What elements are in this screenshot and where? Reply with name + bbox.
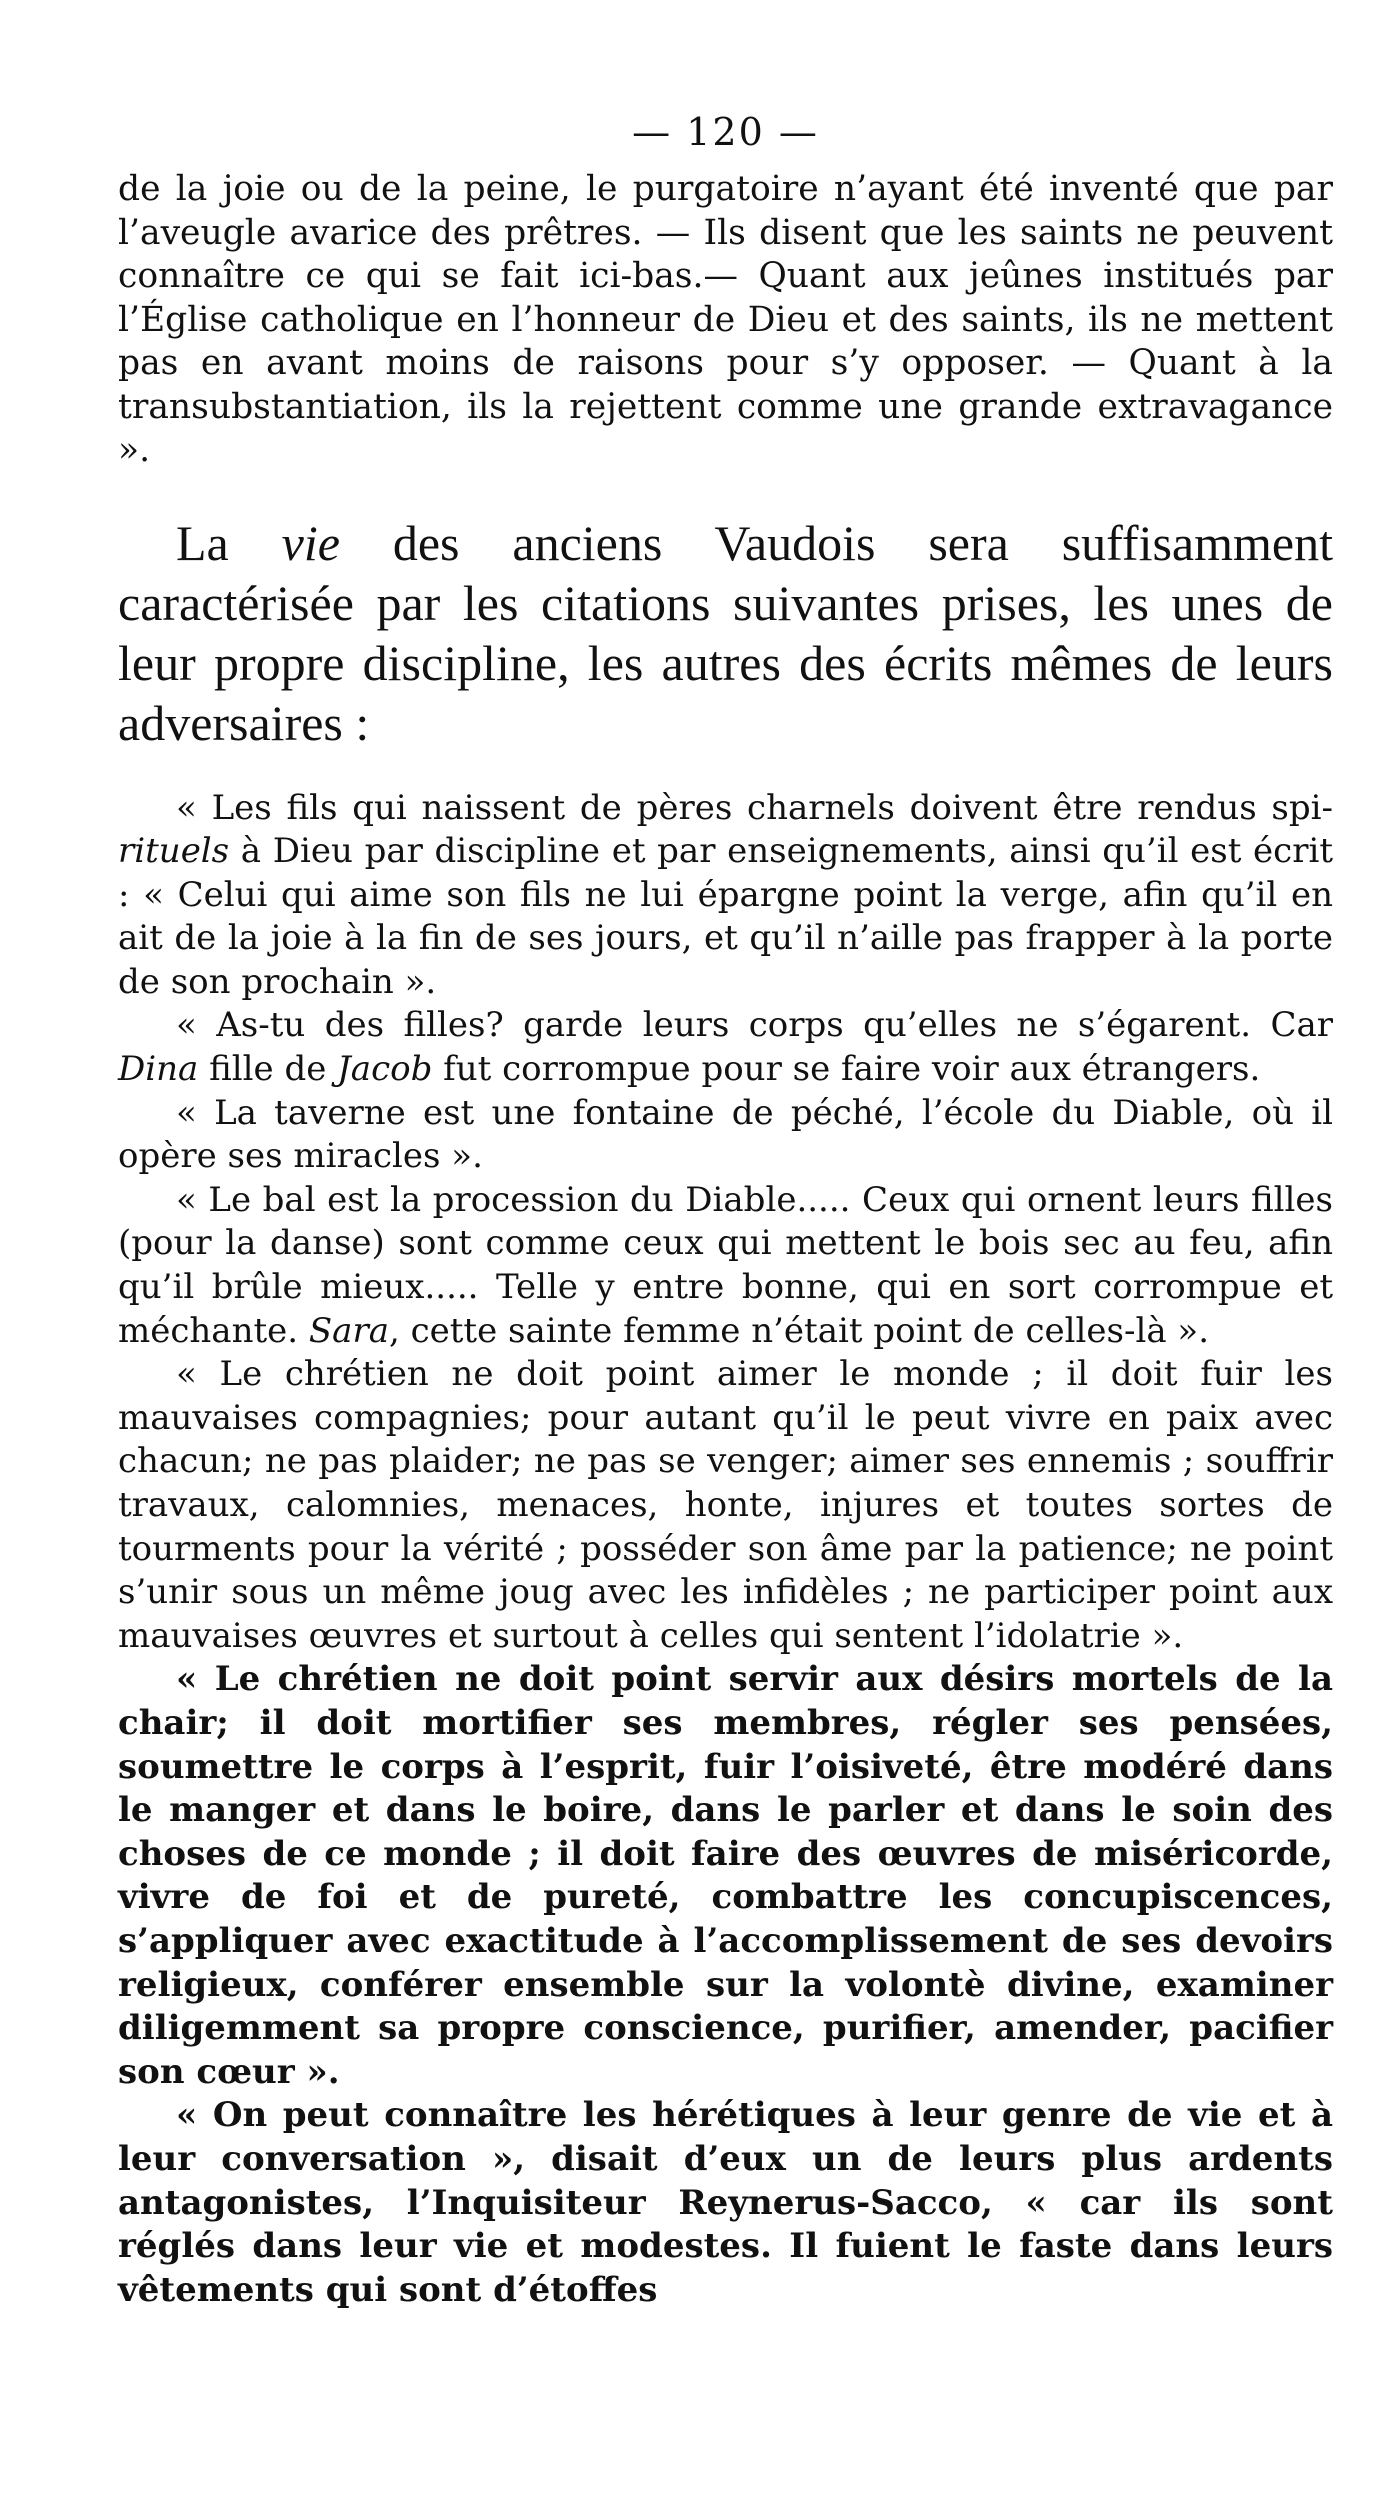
quote-2-text-b: fille de (198, 1049, 338, 1090)
quote-4-text-b: , cette sainte femme n’était point de celles-là ». (388, 1310, 1210, 1351)
quote-4-text-a: « Le bal est la procession du Diable..... Ceux qui ornent leurs filles (pour la danse) sont comme ceux qui mettent le bois sec au feu, afin qu’il brûle mieux..... Telle y entre bonne, qui en sort corrompue et méchante. (118, 1179, 1333, 1351)
intro-paragraph (118, 513, 1333, 753)
quote-2-emphasis-jacob: Jacob (337, 1049, 433, 1090)
quote-1-text-b: à Dieu par discipline et par enseignements, ainsi qu’il est écrit : « Celui qui aime son fils ne lui épargne point la verge, afin qu’il en ait de la joie à la fin de ses jours, et qu’il n’aille pas frapper à la porte de son prochain ». (118, 831, 1333, 1002)
quote-paragraph-1 (118, 787, 1333, 1005)
page (118, 110, 1333, 2312)
quote-1-emphasis: rituels (118, 831, 230, 872)
quote-1-text-a: « Les fils qui naissent de pères charnels doivent être rendus spi- (176, 787, 1333, 828)
quote-paragraph-4 (118, 1179, 1333, 1353)
quote-4-emphasis-sara: Sara (308, 1310, 389, 1351)
quote-paragraph-5: « Le chrétien ne doit point aimer le monde ; il doit fuir les mauvaises compagnies; pour autant qu’il le peut vivre en paix avec chacun; ne pas plaider; ne pas se venger; aimer ses ennemis ; souffrir travaux, calomnies, menaces, honte, injures et toutes sortes de tourments pour la vérité ; posséder son âme par la patience; ne point s’unir sous un même joug avec les infidèles ; ne participer point aux mauvaises œuvres et surtout à celles qui sentent l’idolatrie ». (118, 1354, 1333, 1656)
quote-paragraph-2 (118, 1004, 1333, 1091)
quote-2-text-a: « As-tu des filles? garde leurs corps qu’elles ne s’égarent. Car (176, 1005, 1333, 1046)
quote-2-emphasis-dina: Dina (118, 1049, 199, 1090)
quote-2-text-c: fut corrompue pour se faire voir aux étrangers. (432, 1049, 1261, 1090)
page-number: — 120 — (632, 110, 819, 154)
intro-after: des anciens Vaudois sera suffisamment caractérisée par les citations suivantes prises, les unes de leur propre discipline, les autres des écrits mêmes de leurs adversaires : (118, 514, 1333, 751)
quote-paragraph-7: « On peut connaître les hérétiques à leur genre de vie et à leur conversation », disait d’eux un de leurs plus ardents antagonistes, l’Inquisiteur Reynerus-Sacco, « car ils sont réglés dans leur vie et modestes. Il fuient le faste dans leurs vêtements qui sont d’étoffes (118, 2095, 1333, 2310)
quote-paragraph-6: « Le chrétien ne doit point servir aux désirs mortels de la chair; il doit mortifier ses membres, régler ses pensées, soumettre le corps à l’esprit, fuir l’oisiveté, être modéré dans le manger et dans le boire, dans le parler et dans le soin des choses de ce monde ; il doit faire des œuvres de miséricorde, vivre de foi et de pureté, combattre les concupiscences, s’appliquer avec exactitude à l’accomplissement de ses devoirs religieux, conférer ensemble sur la volontè divine, examiner diligemment sa propre conscience, purifier, amender, pacifier son cœur ». (118, 1659, 1333, 2092)
intro-before: La (176, 514, 282, 571)
intro-emphasis: vie (281, 514, 340, 571)
quote-paragraph-3: « La taverne est une fontaine de péché, l’école du Diable, où il opère ses miracles ». (118, 1092, 1333, 1177)
lead-paragraph: de la joie ou de la peine, le purgatoire n’ayant été inventé que par l’aveugle avarice des prêtres. — Ils disent que les saints ne peuvent connaître ce qui se fait ici-bas.— Quant aux jeûnes institués par l’Église catholique en l’honneur de Dieu et des saints, ils ne mettent pas en avant moins de raisons pour s’y opposer. — Quant à la transubstantiation, ils la rejettent comme une grande extravagance ». (118, 169, 1333, 470)
